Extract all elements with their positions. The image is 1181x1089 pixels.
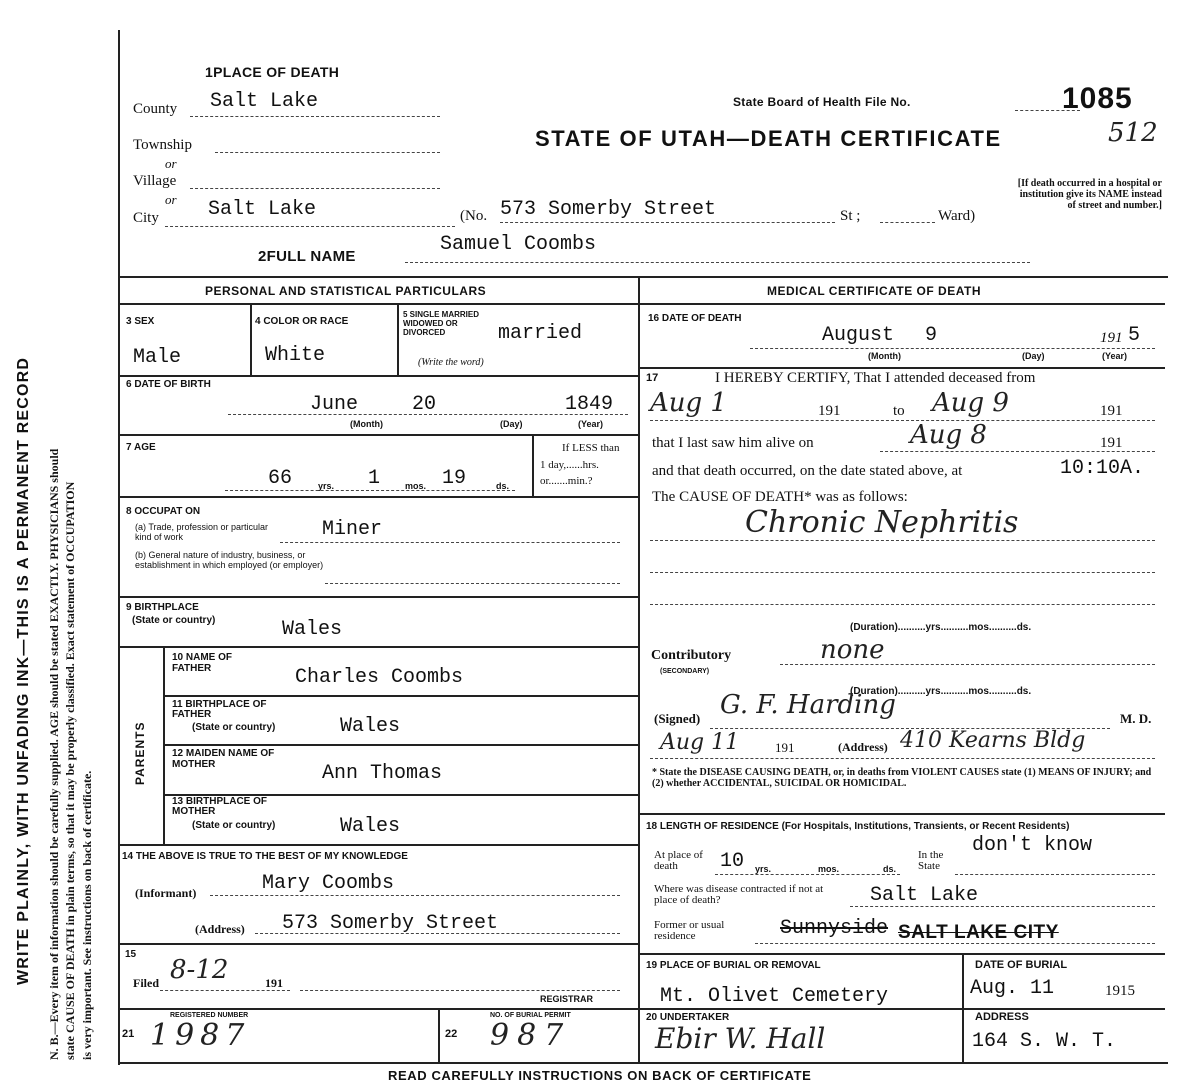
reg-number: 1987 [150, 1018, 251, 1053]
city-label: City [133, 210, 159, 226]
informant-address: 573 Somerby Street [282, 912, 499, 935]
father-birthplace: Wales [340, 715, 401, 738]
street-value: 573 Somerby Street [500, 198, 717, 221]
dob-day: 20 [412, 393, 437, 416]
at-place-mos: mos. [818, 864, 840, 874]
informant-caption: (Informant) [135, 886, 197, 900]
in-state-line [955, 874, 1155, 875]
physician-signature: G. F. Harding [720, 690, 896, 720]
cause-line-1 [650, 540, 1155, 541]
village-line [190, 188, 440, 189]
sex-label: 3 SEX [126, 316, 155, 327]
margin-permanent-record: WRITE PLAINLY, WITH UNFADING INK—THIS IS A PERMANENT RECORD [15, 356, 32, 985]
permit-divider [438, 1008, 440, 1063]
full-name-line [405, 262, 1030, 263]
filed-date: 8-12 [170, 955, 229, 985]
top-rule [118, 276, 1168, 278]
former-struck: Sunnyside [780, 917, 889, 940]
occupation-b-label: (b) General nature of industry, business, or establishment in which employed (or employer) [135, 550, 324, 570]
residence-rule [640, 953, 1165, 955]
father-bp-rule [163, 744, 638, 746]
secondary-caption: (SECONDARY) [660, 668, 710, 675]
birthplace-state-caption: (State or country) [132, 615, 216, 626]
cause-line-2 [650, 572, 1155, 573]
from-year: 191 [818, 403, 841, 419]
signed-address-line [650, 758, 1155, 759]
file-handwritten-mark: 512 [1108, 118, 1158, 148]
burial-place: Mt. Olivet Cemetery [660, 985, 889, 1008]
margin-note-line3: is very important. See instructions on back of certificate. [80, 770, 94, 1060]
city-line [165, 226, 455, 227]
dob-line [228, 414, 628, 415]
center-divider [638, 278, 640, 1063]
race-marital-divider [397, 305, 399, 375]
signed-date: Aug 11 [660, 730, 740, 755]
village-label: Village [133, 173, 177, 189]
reg-number-caption: REGISTERED NUMBER [170, 1012, 249, 1019]
to-year: 191 [1100, 403, 1123, 419]
signed-year: 191 [775, 740, 795, 755]
filed-year: 191 [265, 976, 283, 990]
father-name: Charles Coombs [295, 666, 464, 689]
filed-line [160, 990, 290, 991]
contracted-value: Salt Lake [870, 884, 979, 907]
burial-rule [640, 1008, 1165, 1010]
signed-address-label: (Address) [838, 740, 888, 754]
dob-month-caption: (Month) [350, 419, 383, 429]
burial-year: 1915 [1105, 983, 1135, 999]
age-days: 19 [442, 467, 467, 490]
informant-line [210, 895, 620, 896]
dob-year: 1849 [565, 393, 614, 416]
father-name-label: 10 NAME OF FATHER [172, 652, 233, 674]
parents-label: PARENTS [133, 721, 147, 785]
dob-label: 6 DATE OF BIRTH [126, 379, 211, 390]
contracted-line [850, 906, 1155, 907]
employer-line [325, 583, 620, 584]
age-ds-caption: ds. [496, 481, 510, 491]
dod-month: August [822, 324, 895, 347]
personal-heading-rule [118, 303, 638, 305]
attended-from: Aug 1 [650, 388, 727, 418]
dod-day-caption: (Day) [1022, 351, 1045, 361]
age-day-hrs: 1 day,......hrs. [540, 459, 599, 471]
at-place-line [715, 874, 900, 875]
or-text-1: or [165, 156, 177, 171]
st-label: St ; [840, 208, 861, 224]
city-value: Salt Lake [208, 198, 317, 221]
race-label: 4 COLOR OR RACE [255, 316, 349, 327]
dod-day: 9 [925, 324, 938, 347]
row7-rule [118, 496, 638, 498]
contracted-caption: Where was disease contracted if not at place of death? [654, 883, 824, 906]
at-place-ds: ds. [883, 864, 897, 874]
permit-number: 987 [490, 1018, 572, 1053]
burial-place-label: 19 PLACE OF BURIAL OR REMOVAL [646, 960, 821, 971]
medical-heading: MEDICAL CERTIFICATE OF DEATH [767, 284, 981, 298]
cause-line-3 [650, 604, 1155, 605]
burial-date: Aug. 11 [970, 977, 1055, 1000]
age-years: 66 [268, 467, 293, 490]
row3-rule [118, 375, 638, 377]
signed-address: 410 Kearns Bldg [900, 728, 1086, 753]
undertaker-address-label: ADDRESS [975, 1011, 1029, 1023]
registrar-caption: REGISTRAR [540, 994, 594, 1004]
contributory-line [780, 664, 1155, 665]
to-label: to [893, 403, 905, 419]
former-caption: Former or usual residence [654, 919, 725, 942]
bottom-rule [118, 1062, 1168, 1064]
residence-label: 18 LENGTH OF RESIDENCE (For Hospitals, Institutions, Transients, or Recent Residents) [646, 821, 1070, 832]
last-saw-date: Aug 8 [910, 420, 987, 450]
former-residence: SALT LAKE CITY [898, 922, 1059, 943]
duration-line-1: (Duration)..........yrs..........mos..........ds. [850, 622, 1032, 633]
dod-year-suffix: 5 [1128, 324, 1141, 347]
age-yrs-caption: yrs. [318, 481, 335, 491]
marital-label: 5 SINGLE MARRIED WIDOWED OR DIVORCED [403, 310, 480, 337]
dob-month: June [310, 393, 359, 416]
death-occurred-text: and that death occurred, on the date stated above, at [652, 463, 963, 479]
township-label: Township [133, 137, 192, 153]
cause-of-death: Chronic Nephritis [745, 505, 1019, 540]
at-place-yrs: yrs. [755, 864, 772, 874]
at-place-years: 10 [720, 850, 745, 873]
certify-text: I HEREBY CERTIFY, That I attended deceased from [715, 370, 1036, 386]
occupation-value: Miner [322, 518, 383, 541]
form-left-border [118, 30, 120, 1065]
township-line [215, 152, 440, 153]
last-saw-line [880, 451, 1155, 452]
full-name-value: Samuel Coombs [440, 233, 597, 256]
burial-date-label: DATE OF BURIAL [975, 959, 1068, 971]
ward-line [880, 222, 935, 223]
last-saw-year: 191 [1100, 435, 1123, 451]
place-of-death-label: 1PLACE OF DEATH [205, 64, 340, 80]
age-line [225, 490, 515, 491]
row9-rule [118, 646, 638, 648]
file-no-label: State Board of Health File No. [733, 95, 911, 109]
father-state-caption: (State or country) [192, 722, 276, 733]
death-time: 10:10A. [1060, 457, 1145, 480]
county-label: County [133, 101, 178, 117]
age-or-min: or.......min.? [540, 475, 593, 487]
registrar-line [300, 990, 620, 991]
undertaker-label: 20 UNDERTAKER [646, 1012, 730, 1023]
birthplace-value: Wales [282, 618, 343, 641]
informant-name: Mary Coombs [262, 872, 395, 895]
father-birthplace-label: 11 BIRTHPLACE OF FATHER [172, 699, 267, 720]
full-name-label: 2FULL NAME [258, 248, 356, 265]
undertaker-name: Ebir W. Hall [655, 1022, 826, 1055]
dod-year-prefix: 191 [1100, 330, 1123, 346]
at-place-caption: At place of death [654, 849, 703, 872]
county-value: Salt Lake [210, 90, 319, 113]
age-label: 7 AGE [126, 442, 156, 453]
age-less-divider [532, 434, 534, 496]
dod-rule [640, 367, 1165, 369]
field-21-label: 21 [122, 1028, 135, 1040]
mother-birthplace: Wales [340, 815, 401, 838]
in-state-value: don't know [972, 834, 1093, 857]
mother-name-label: 12 MAIDEN NAME OF MOTHER [172, 748, 275, 770]
contributory-label: Contributory [651, 648, 732, 663]
signed-rule [640, 813, 1165, 815]
field-15-label: 15 [125, 949, 137, 960]
birthplace-label: 9 BIRTHPLACE [126, 602, 199, 613]
occupation-line [280, 542, 620, 543]
undertaker-address: 164 S. W. T. [972, 1030, 1117, 1053]
personal-heading: PERSONAL AND STATISTICAL PARTICULARS [205, 284, 487, 298]
duration-line-2: (Duration)..........yrs..........mos..........ds. [850, 686, 1032, 697]
occupation-label: 8 OCCUPAT ON [126, 506, 201, 517]
row6-rule [118, 434, 638, 436]
contributory-value: none [820, 635, 885, 665]
age-mos-caption: mos. [405, 481, 427, 491]
occupation-a-label: (a) Trade, profession or particular kind of work [135, 522, 269, 542]
father-rule [163, 695, 638, 697]
cause-label: The CAUSE OF DEATH* was as follows: [652, 489, 908, 505]
dod-year-caption: (Year) [1102, 351, 1128, 361]
row15-rule [118, 1008, 638, 1010]
row8-rule [118, 596, 638, 598]
sex-value: Male [133, 346, 182, 369]
filed-label: Filed [133, 976, 159, 990]
former-line [755, 943, 1155, 944]
md-label: M. D. [1120, 711, 1152, 726]
marital-value: married [498, 322, 583, 345]
field-22-label: 22 [445, 1028, 458, 1040]
cause-footnote: * State the DISEASE CAUSING DEATH, or, in deaths from VIOLENT CAUSES state (1) MEANS OF INJURY; and (2) whether ACCIDENTAL, SUICIDAL OR HOMICIDAL. [652, 767, 1152, 789]
age-months: 1 [368, 467, 381, 490]
parents-rule [118, 844, 638, 846]
last-saw-text: that I last saw him alive on [652, 435, 814, 451]
age-less-than: If LESS than [562, 442, 620, 454]
margin-note-line1: N. B.—Every item of information should be carefully supplied. AGE should be stated EXACTLY. PHYSICIANS should [47, 448, 61, 1060]
attended-line [650, 420, 1155, 421]
certificate-title: STATE OF UTAH—DEATH CERTIFICATE [535, 126, 1002, 151]
file-number: 1085 [1062, 82, 1133, 115]
county-line [190, 116, 440, 117]
street-line [500, 222, 835, 223]
hospital-note: [If death occurred in a hospital or institution give its NAME instead of street and number.] [1017, 178, 1162, 211]
attended-to: Aug 9 [932, 388, 1009, 418]
dob-day-caption: (Day) [500, 419, 523, 429]
ward-label: Ward) [938, 208, 976, 224]
dod-line [750, 348, 1155, 349]
informant-address-line [255, 933, 620, 934]
dod-month-caption: (Month) [868, 351, 901, 361]
signed-label: (Signed) [654, 711, 701, 726]
mother-name: Ann Thomas [322, 762, 443, 785]
dob-year-caption: (Year) [578, 419, 604, 429]
margin-note-line2: state CAUSE OF DEATH in plain terms, so that it may be properly classified. Exact statement of OCCUPATION [63, 481, 77, 1060]
medical-heading-rule [640, 303, 1165, 305]
mother-state-caption: (State or country) [192, 820, 276, 831]
permit-caption: NO. OF BURIAL PERMIT [490, 1012, 571, 1019]
footer-instructions: READ CAREFULLY INSTRUCTIONS ON BACK OF CERTIFICATE [388, 1068, 812, 1083]
race-value: White [265, 344, 326, 367]
or-text-2: or [165, 192, 177, 207]
date-of-death-label: 16 DATE OF DEATH [648, 313, 742, 324]
street-no-label: (No. [460, 208, 488, 224]
in-state-caption: In the State [918, 849, 944, 872]
row14-rule [118, 943, 638, 945]
informant-address-caption: (Address) [195, 922, 245, 936]
knowledge-label: 14 THE ABOVE IS TRUE TO THE BEST OF MY KNOWLEDGE [122, 851, 408, 862]
field-17-label: 17 [646, 372, 659, 384]
mother-birthplace-label: 13 BIRTHPLACE OF MOTHER [172, 796, 268, 817]
marital-write-note: (Write the word) [418, 357, 484, 368]
sex-race-divider [250, 305, 252, 375]
